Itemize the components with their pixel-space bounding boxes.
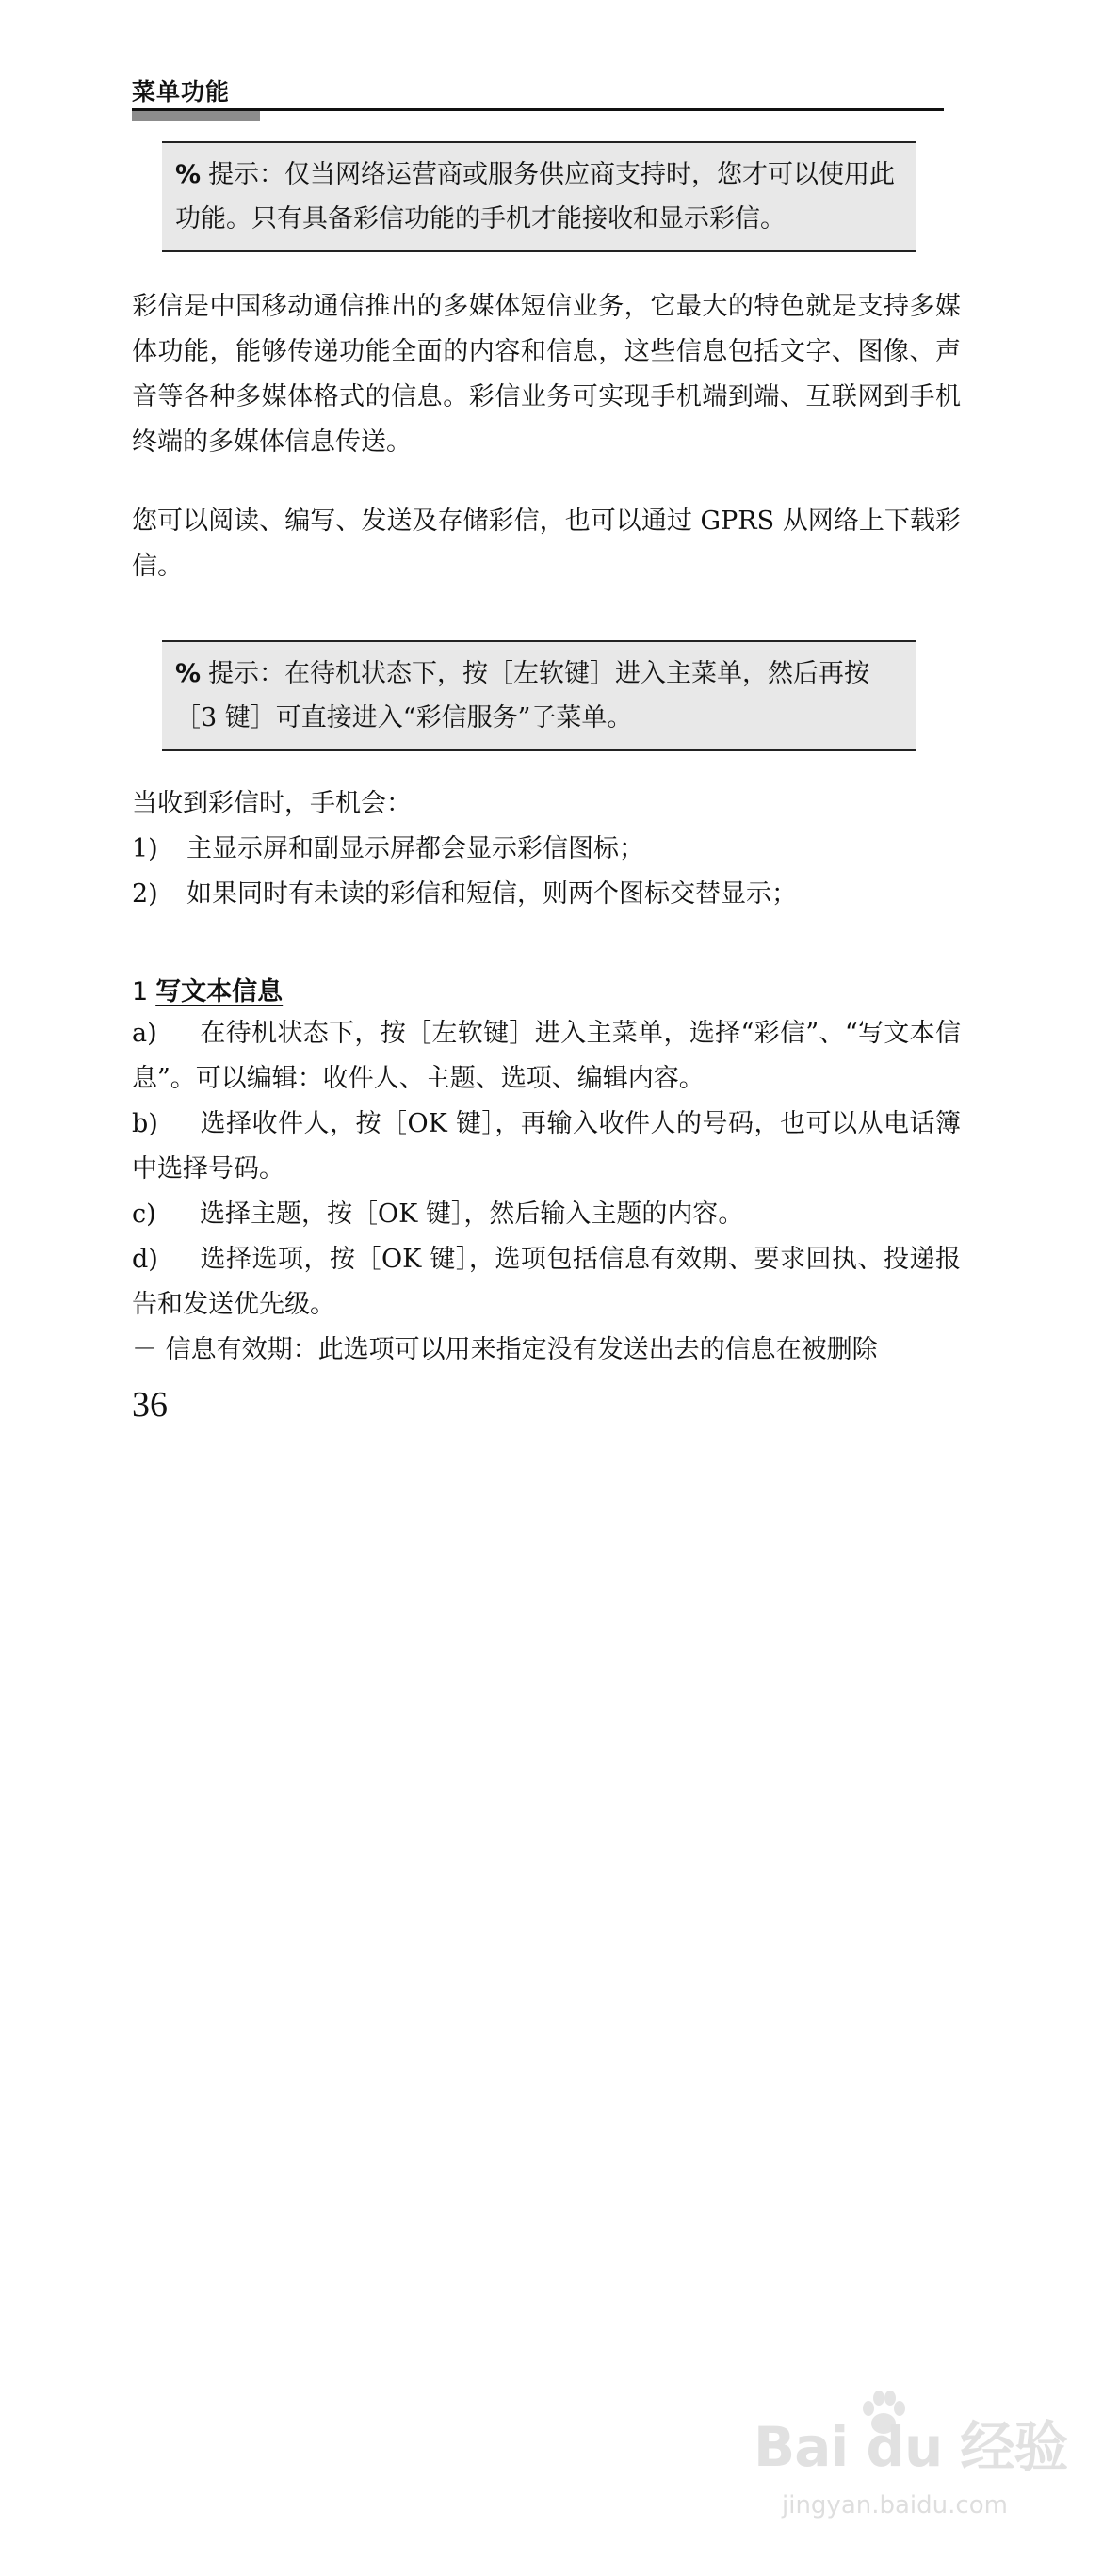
section-number: 1 [132,977,149,1006]
section-title: 写文本信息 [155,977,284,1006]
intro-paragraph-1: 彩信是中国移动通信推出的多媒体短信业务，它最大的特色就是支持多媒体功能，能够传递功能全面的内容和信息，这些信息包括文字、图像、声音等各种多媒体格式的信息。彩信业务可实现手机端到端、互联网到手机终端的多媒体信息传送。 [132,292,961,457]
header-tab-bar [132,111,260,121]
intro-paragraph-2: 您可以阅读、编写、发送及存储彩信，也可以通过 GPRS 从网络上下载彩信。 [132,507,961,581]
receive-lead: 当收到彩信时，手机会： [132,789,412,818]
step-item [132,1237,961,1328]
page-number: 36 [132,1385,168,1425]
step-item [132,1011,961,1102]
tip-text: 提示：在待机状态下，按［左软键］进入主菜单，然后再按［3 键］可直接进入“彩信服务”子菜单。 [175,659,870,733]
watermark-logo-text: Bai du 经验 [754,2415,1068,2479]
step-label: d) [132,1245,158,1274]
step-text: 选择收件人，按［OK 键］，再输入收件人的号码，也可以从电话簿中选择号码。 [132,1109,961,1183]
section-header-title: 菜单功能 [132,78,231,105]
watermark-url: jingyan.baidu.com [782,2491,1008,2520]
list-item-text: 如果同时有未读的彩信和短信，则两个图标交替显示； [186,879,797,909]
step-item [132,1192,961,1237]
step-text: 选择主题，按［OK 键］，然后输入主题的内容。 [200,1199,744,1229]
list-item-number: 2) [132,879,158,909]
tip-box-1 [162,141,916,252]
step-label: c) [132,1199,156,1229]
step-label: a) [132,1019,157,1048]
step-text: 选择选项，按［OK 键］，选项包括信息有效期、要求回执、投递报告和发送优先级。 [132,1245,961,1319]
baidu-jingyan-watermark [754,2403,1068,2544]
list-item-text: 主显示屏和副显示屏都会显示彩信图标； [186,834,644,863]
tip-box-2 [162,640,916,751]
step-label: b) [132,1109,158,1138]
list-item [132,827,961,872]
tip-icon: % [175,160,202,189]
step-text: 在待机状态下，按［左软键］进入主菜单，选择“彩信”、“写文本信息”。可以编辑：收件人、主题、选项、编辑内容。 [132,1019,961,1093]
step-item [132,1102,961,1192]
list-item [132,872,961,917]
list-item-number: 1) [132,834,158,863]
tip-icon: % [175,659,202,688]
dash-item: － 信息有效期：此选项可以用来指定没有发送出去的信息在被删除 [132,1335,878,1364]
tip-text: 提示：仅当网络运营商或服务供应商支持时，您才可以使用此功能。只有具备彩信功能的手机才能接收和显示彩信。 [175,160,896,233]
section-heading [132,970,283,1015]
